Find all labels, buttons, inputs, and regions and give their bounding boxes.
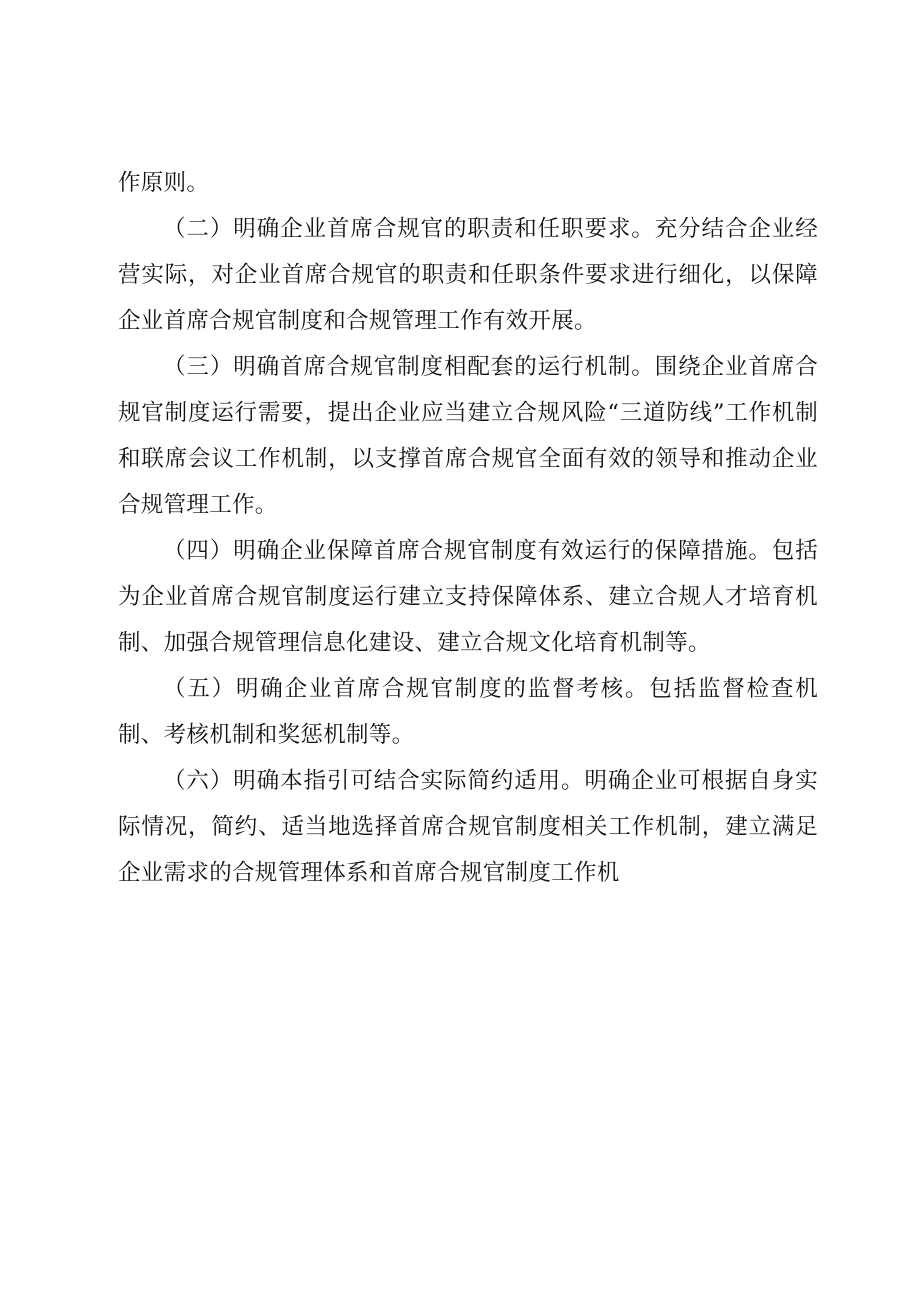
paragraph-simplified-application: （六）明确本指引可结合实际简约适用。明确企业可根据自身实际情况，简约、适当地选择首席合规官制度相关工作机制，建立满足企业需求的合规管理体系和首席合规官制度工作机 [118,768,818,886]
paragraph-continuation: 作原则。 [118,170,210,196]
document-body [118,160,818,896]
paragraph-operating-mechanism: （三）明确首席合规官制度相配套的运行机制。围绕企业首席合规官制度运行需要，提出企业应当建立合规风险“三道防线”工作机制和联席会议工作机制，以支撑首席合规官全面有效的领导和推动企业合规管理工作。 [118,354,818,518]
paragraph-supervision-assessment: （五）明确企业首席合规官制度的监督考核。包括监督检查机制、考核机制和奖惩机制等。 [118,676,818,748]
paragraph-duties-requirements: （二）明确企业首席合规官的职责和任职要求。充分结合企业经营实际，对企业首席合规官的职责和任职条件要求进行细化，以保障企业首席合规官制度和合规管理工作有效开展。 [118,216,818,334]
paragraph-safeguard-measures: （四）明确企业保障首席合规官制度有效运行的保障措施。包括为企业首席合规官制度运行建立支持保障体系、建立合规人才培育机制、加强合规管理信息化建设、建立合规文化培育机制等。 [118,538,818,656]
